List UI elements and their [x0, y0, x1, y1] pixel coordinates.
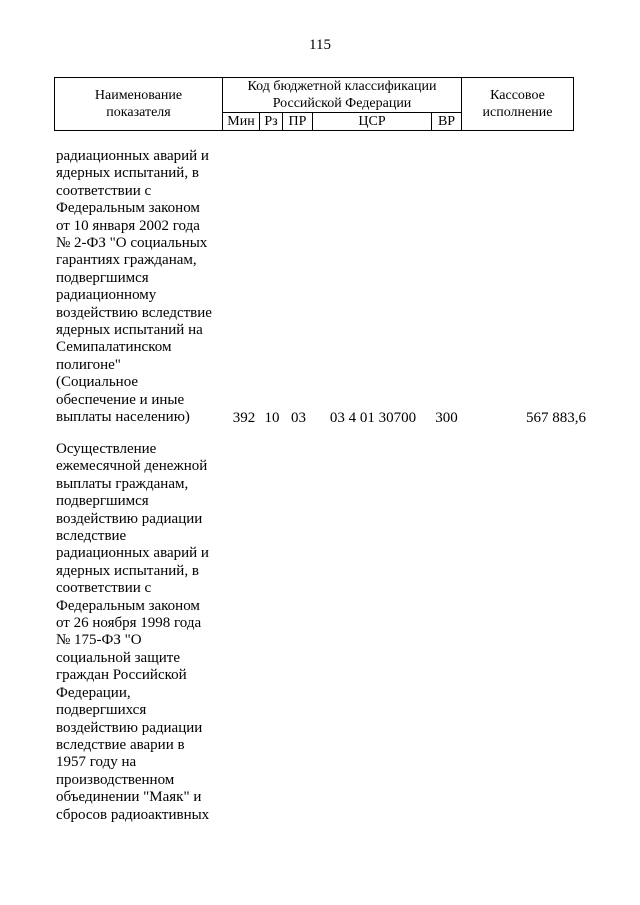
header-csr: ЦСР [313, 113, 432, 131]
page-number: 115 [309, 37, 331, 53]
header-code-label: Код бюджетной классификации Российской Федерации [247, 79, 437, 111]
header-name [55, 78, 223, 131]
cell-min: 392 [232, 409, 256, 426]
table-row [56, 148, 586, 427]
header-name-label: Наименование показателя [94, 88, 183, 120]
row-name: радиационных аварий и ядерных испытаний, в соответствии с Федеральным законом от 10 января 2002 года № 2-ФЗ "О социальных гарантиях гражданам, подвергшимся радиационному воздействию вследствие ядерных испытаний на Семипалатинском полигоне" (Социальное обеспечение и иные выплаты населению) [56, 148, 212, 426]
header-code [223, 78, 462, 113]
header-rz: Рз [260, 113, 283, 131]
cell-vr: 300 [435, 409, 458, 426]
row-name: Осуществление ежемесячной денежной выплаты гражданам, подвергшимся воздействию радиации вследствие радиационных аварий и ядерных испытаний, в соответствии с Федеральным законом от 26 ноября 1998 года № 175-ФЗ "О социальной защите граждан Российской Федерации, подвергшихся воздействию радиации вследствие аварии в 1957 году на производственном объединении "Маяк" и сбросов радиоактивных [56, 441, 210, 823]
header-execution-label: Кассовое исполнение [482, 88, 553, 120]
cell-execution: 567 883,6 [526, 409, 586, 426]
header-min: Мин [223, 113, 260, 131]
cell-pr: 03 [291, 409, 306, 426]
header-pr: ПР [283, 113, 313, 131]
header-execution [462, 78, 574, 131]
cell-rz: 10 [264, 409, 280, 426]
header-table [54, 77, 574, 131]
cell-csr: 03 4 01 30700 [329, 409, 417, 426]
header-vr: ВР [432, 113, 462, 131]
table-row [56, 441, 586, 824]
